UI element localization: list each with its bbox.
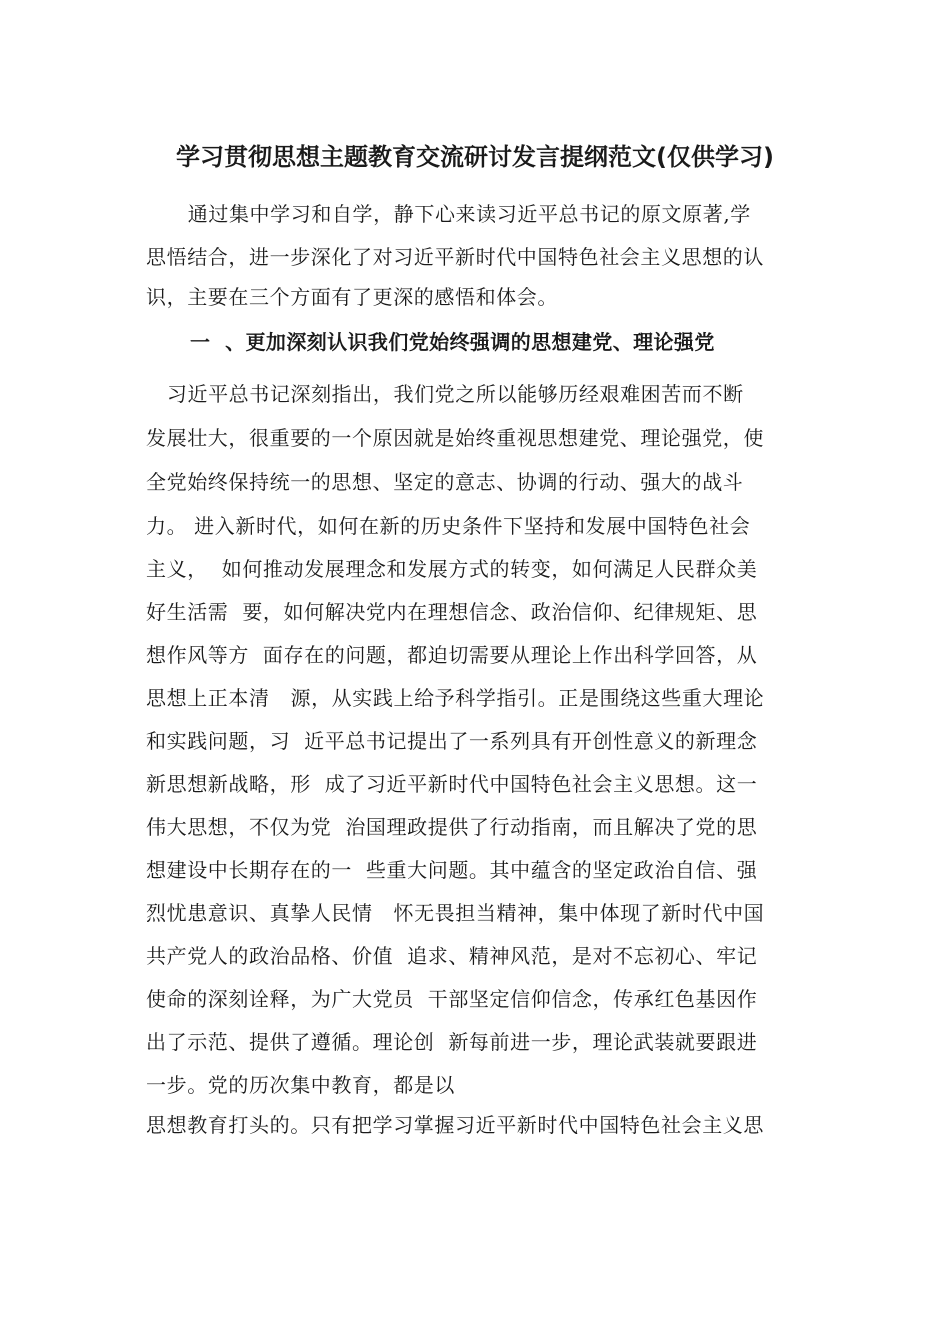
body-line: 伟大思想，不仅为党 治国理政提供了行动指南，而且解决了党的思 xyxy=(146,815,758,839)
intro-line: 通过集中学习和自学，静下心来读习近平总书记的原文原著,学 xyxy=(146,202,751,226)
body-line: 烈忧患意识、真挚人民情 怀无畏担当精神，集中体现了新时代中国 xyxy=(146,901,765,925)
body-line: 和实践问题，习 近平总书记提出了一系列具有开创性意义的新理念 xyxy=(146,729,758,753)
body-line: 力。 进入新时代，如何在新的历史条件下坚持和发展中国特色社会 xyxy=(146,514,751,538)
body-line: 思想上正本清 源，从实践上给予科学指引。正是围绕这些重大理论 xyxy=(146,686,765,710)
intro-line: 思悟结合，进一步深化了对习近平新时代中国特色社会主义思想的认 xyxy=(146,245,764,269)
intro-line: 识，主要在三个方面有了更深的感悟和体会。 xyxy=(146,285,558,309)
body-line: 全党始终保持统一的思想、坚定的意志、协调的行动、强大的战斗 xyxy=(146,470,744,494)
body-line: 习近平总书记深刻指出，我们党之所以能够历经艰难困苦而不断 xyxy=(146,382,744,406)
document-title: 学习贯彻思想主题教育交流研讨发言提纲范文(仅供学习) xyxy=(176,143,774,171)
body-line: 使命的深刻诠释，为广大党员 干部坚定信仰信念，传承红色基因作 xyxy=(146,987,758,1011)
body-line: 一步。党的历次集中教育，都是以 xyxy=(146,1073,455,1097)
body-line: 共产党人的政治品格、价值 追求、精神风范，是对不忘初心、牢记 xyxy=(146,944,758,968)
body-line: 想建设中长期存在的一 些重大问题。其中蕴含的坚定政治自信、强 xyxy=(146,858,758,882)
continuation-line: 思想教育打头的。只有把学习掌握习近平新时代中国特色社会主义思 xyxy=(146,1113,764,1137)
body-line: 想作风等方 面存在的问题，都迫切需要从理论上作出科学回答，从 xyxy=(146,643,758,667)
body-line: 主义， 如何推动发展理念和发展方式的转变，如何满足人民群众美 xyxy=(146,557,758,581)
body-line: 出了示范、提供了遵循。理论创 新每前进一步，理论武装就要跟进 xyxy=(146,1030,758,1054)
body-line: 新思想新战略，形 成了习近平新时代中国特色社会主义思想。这一 xyxy=(146,772,758,796)
body-line: 好生活需 要，如何解决党内在理想信念、政治信仰、纪律规矩、思 xyxy=(146,600,758,624)
body-line: 发展壮大，很重要的一个原因就是始终重视思想建党、理论强党，使 xyxy=(146,426,764,450)
section-heading: 一 、更加深刻认识我们党始终强调的思想建党、理论强党 xyxy=(190,330,715,354)
